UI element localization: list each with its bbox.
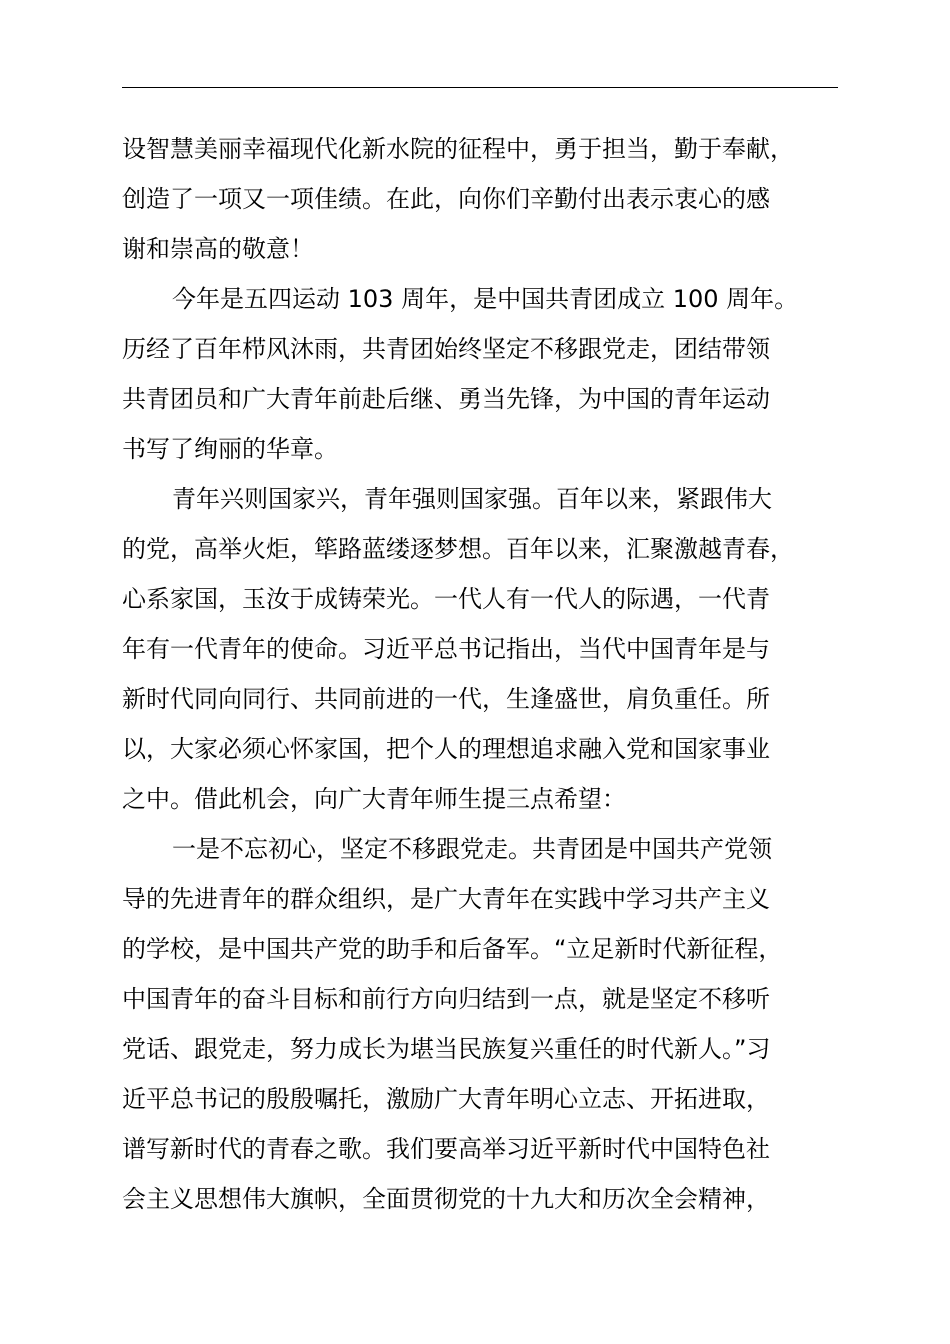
text-line: 之中。借此机会，向广大青年师生提三点希望： [122,785,626,813]
text-line: 历经了百年栉风沐雨，共青团始终坚定不移跟党走，团结带领 [122,335,770,363]
text-line: 会主义思想伟大旗帜，全面贯彻党的十九大和历次全会精神， [122,1185,770,1213]
text-line: 中国青年的奋斗目标和前行方向归结到一点，就是坚定不移听 [122,985,770,1013]
text-line: 近平总书记的殷殷嘱托，激励广大青年明心立志、开拓进取， [122,1085,770,1113]
text-line: 的学校，是中国共产党的助手和后备军。“立足新时代新征程， [122,935,783,963]
text-line: 年有一代青年的使命。习近平总书记指出，当代中国青年是与 [122,635,770,663]
text-line: 的党，高举火炬，筚路蓝缕逐梦想。百年以来，汇聚激越青春， [122,535,794,563]
text-line: 党话、跟党走，努力成长为堪当民族复兴重任的时代新人。”习 [122,1035,771,1063]
text-line: 谱写新时代的青春之歌。我们要高举习近平新时代中国特色社 [122,1135,770,1163]
text-line: 心系家国，玉汝于成铸荣光。一代人有一代人的际遇，一代青 [122,585,770,613]
body-text [122,124,842,1224]
paragraph-first-line: 青年兴则国家兴，青年强则国家强。百年以来，紧跟伟大 [172,485,772,513]
text-line: 书写了绚丽的华章。 [122,435,338,463]
text-line: 导的先进青年的群众组织，是广大青年在实践中学习共产主义 [122,885,770,913]
text-line: 新时代同向同行、共同前进的一代，生逢盛世，肩负重任。所 [122,685,770,713]
text-line: 设智慧美丽幸福现代化新水院的征程中，勇于担当，勤于奉献， [122,135,794,163]
text-line: 共青团员和广大青年前赴后继、勇当先锋，为中国的青年运动 [122,385,770,413]
header-rule [122,87,838,88]
text-line: 创造了一项又一项佳绩。在此，向你们辛勤付出表示衷心的感 [122,185,770,213]
paragraph-first-line: 一是不忘初心，坚定不移跟党走。共青团是中国共产党领 [172,835,772,863]
text-line: 以，大家必须心怀家国，把个人的理想追求融入党和国家事业 [122,735,770,763]
text-line: 谢和崇高的敬意！ [122,235,314,263]
paragraph-first-line: 今年是五四运动 103 周年，是中国共青团成立 100 周年。 [172,285,799,313]
